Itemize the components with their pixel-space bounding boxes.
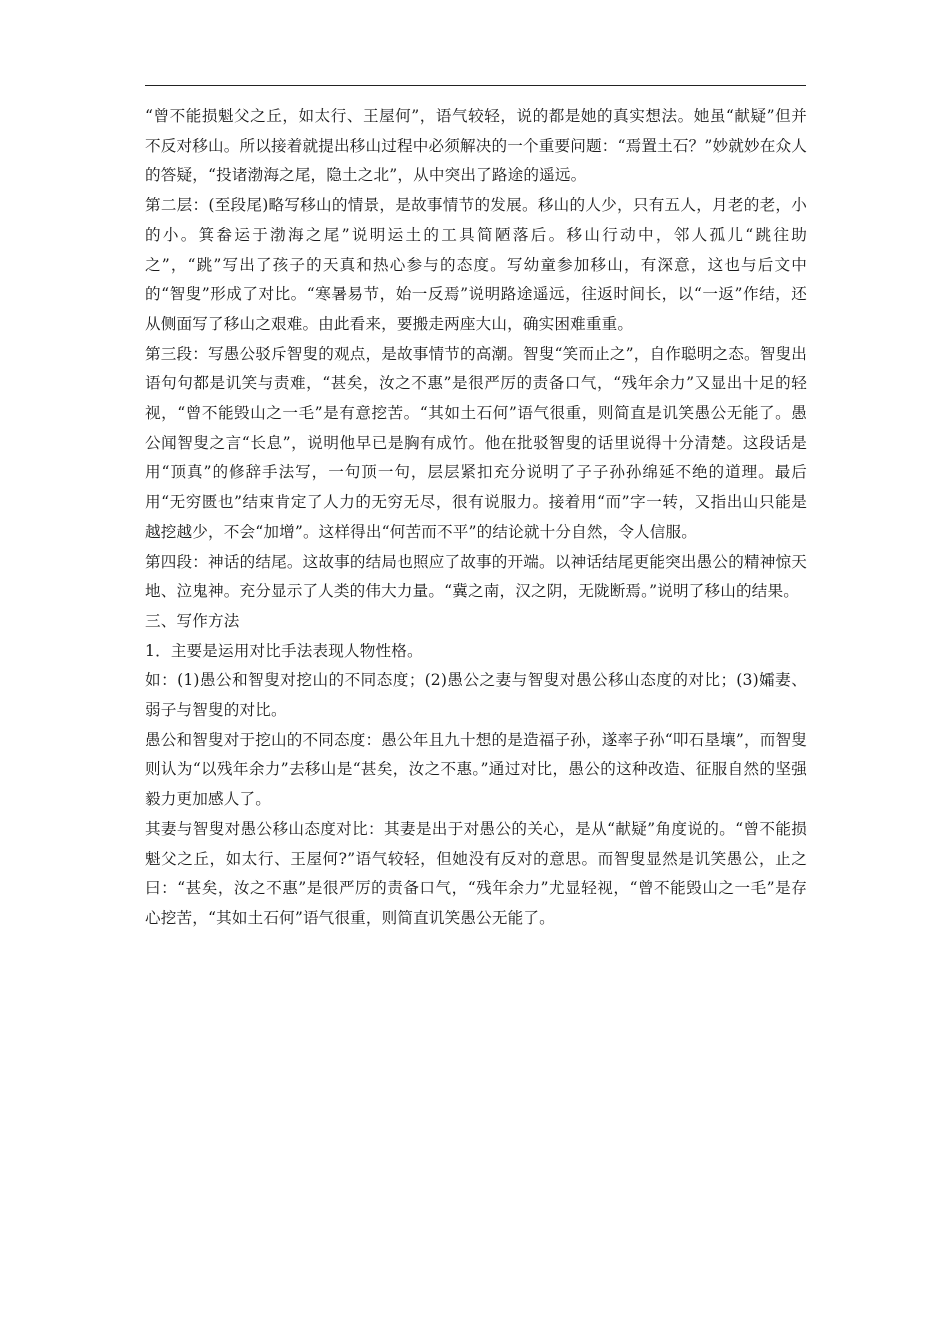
list-item-contrast-method: 1．主要是运用对比手法表现人物性格。 — [145, 641, 423, 660]
paragraph-third-section: 第三段：写愚公驳斥智叟的观点，是故事情节的高潮。智叟“笑而止之”，自作聪明之态。智叟出语句句都是讥笑与责难，“甚矣，汝之不惠”是很严厉的责备口气，“残年余力”又显出十足的轻视，“曾不能毁山之一毛”是有意挖苦。“其如土石何”语气很重，则简直是讥笑愚公无能了。愚公闻智叟之言“长息”，说明他早已是胸有成竹。他在批驳智叟的话里说得十分清楚。这段话是用“顶真”的修辞手法写，一句顶一句，层层紧扣充分说明了子子孙孙绵延不绝的道理。最后用“无穷匮也”结束肯定了人力的无穷无尽，很有说服力。接着用“而”字一转，又指出山只能是越挖越少，不会“加增”。这样得出“何苦而不平”的结论就十分自然，令人信服。 — [145, 344, 807, 541]
document-body — [145, 102, 807, 934]
section-heading-writing-method: 三、写作方法 — [145, 611, 240, 630]
paragraph-fourth-section: 第四段：神话的结尾。这故事的结局也照应了故事的开端。以神话结尾更能突出愚公的精神惊天地、泣鬼神。充分显示了人类的伟大力量。“冀之南，汉之阴，无陇断焉。”说明了移山的结果。 — [145, 552, 807, 601]
paragraph-wife-doubt: “曾不能损魁父之丘，如太行、王屋何”，语气较轻，说的都是她的真实想法。她虽“献疑”但并不反对移山。所以接着就提出移山过程中必须解决的一个重要问题：“焉置土石？”妙就妙在众人的答疑，“投诸渤海之尾，隐土之北”，从中突出了路途的遥远。 — [145, 107, 807, 185]
paragraph-contrast-examples: 如：(1)愚公和智叟对挖山的不同态度；(2)愚公之妻与智叟对愚公移山态度的对比；(3)孀妻、弱子与智叟的对比。 — [145, 671, 807, 720]
header-rule — [145, 85, 806, 86]
paragraph-wife-vs-zhisou: 其妻与智叟对愚公移山态度对比：其妻是出于对愚公的关心，是从“献疑”角度说的。“曾不能损魁父之丘，如太行、王屋何?”语气较轻，但她没有反对的意思。而智叟显然是讥笑愚公，止之曰：“甚矣，汝之不惠”是很严厉的责备口气，“残年余力”尤显轻视，“曾不能毁山之一毛”是存心挖苦，“其如土石何”语气很重，则简直讥笑愚公无能了。 — [145, 819, 807, 927]
paragraph-yugong-vs-zhisou: 愚公和智叟对于挖山的不同态度：愚公年且九十想的是造福子孙，遂率子孙“叩石垦壤”，而智叟则认为“以残年余力”去移山是“甚矣，汝之不惠。”通过对比，愚公的这种改造、征服自然的坚强毅力更加感人了。 — [145, 730, 807, 809]
paragraph-second-layer: 第二层：(至段尾)略写移山的情景，是故事情节的发展。移山的人少，只有五人，月老的老，小的小。箕畚运于渤海之尾”说明运土的工具简陋落后。移山行动中，邻人孤儿“跳往助之”，“跳”写出了孩子的天真和热心参与的态度。写幼童参加移山，有深意，这也与后文中的“智叟”形成了对比。“寒暑易节，始一反焉”说明路途遥远，往返时间长，以“一返”作结，还从侧面写了移山之艰难。由此看来，要搬走两座大山，确实困难重重。 — [145, 196, 807, 333]
